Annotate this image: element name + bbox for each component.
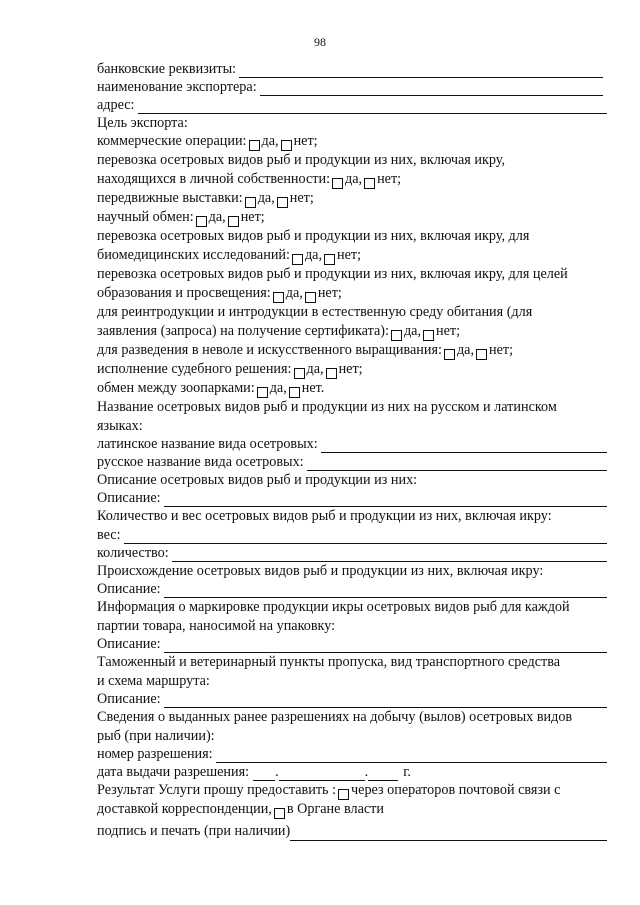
permit-year-field[interactable] [368,768,398,781]
marking-row-2 [97,617,607,635]
exporter-row [97,78,607,96]
reintro-row-1 [97,303,607,322]
russian-name-label: русское название вида осетровых: [97,454,304,470]
result-row-2 [97,800,607,819]
no-label: нет; [317,285,342,301]
result-row-1 [97,781,607,800]
exhibitions-yes-checkbox[interactable] [245,197,256,208]
yes-label: да, [456,342,475,358]
qty-header-label: Количество и вес осетровых видов рыб и продукции из них, включая икру: [97,508,552,524]
biomed-label-1: перевозка осетровых видов рыб и продукции из них, включая икру, для [97,228,530,244]
latin-name-row [97,435,607,453]
reintro-yes-checkbox[interactable] [391,330,402,341]
no-label: нет; [377,171,402,187]
no-label: нет. [301,380,325,396]
quantity-label: количество: [97,545,169,561]
permit-day-field[interactable] [253,768,275,781]
personal-yes-checkbox[interactable] [332,178,343,189]
no-label: нет; [489,342,514,358]
zoo-row [97,379,607,398]
russian-name-row [97,453,607,471]
address-field[interactable] [138,100,608,114]
result-post-checkbox[interactable] [338,789,349,800]
yes-label: да, [269,380,287,396]
origin-desc-label: Описание: [97,581,161,597]
no-label: нет; [436,323,461,339]
year-suffix: г. [403,764,411,780]
date-separator: . [275,764,279,780]
captive-yes-checkbox[interactable] [444,349,455,360]
desc-header-label: Описание осетровых видов рыб и продукции из них: [97,472,418,488]
yes-label: да, [285,285,303,301]
date-separator: . [364,764,369,780]
origin-desc-field[interactable] [164,584,607,598]
captive-no-checkbox[interactable] [476,349,487,360]
permits-label-1: Сведения о выданных ранее разрешениях на добычу (вылов) осетровых видов [97,709,573,725]
zoo-label: обмен между зоопарками: [97,380,255,396]
weight-label: вес: [97,527,121,543]
quantity-row [97,544,607,562]
marking-desc-row [97,635,607,653]
permit-number-label: номер разрешения: [97,746,213,762]
reintro-no-checkbox[interactable] [423,330,434,341]
edu-label-1: перевозка осетровых видов рыб и продукции из них, включая икру, для целей [97,266,568,282]
commercial-row [97,132,607,151]
permit-date-label: дата выдачи разрешения: [97,764,250,780]
page-number: 98 [314,35,326,49]
science-yes-checkbox[interactable] [196,216,207,227]
customs-desc-label: Описание: [97,691,161,707]
zoo-no-checkbox[interactable] [289,387,300,398]
result-office-label: в Органе власти [286,801,384,817]
exporter-label: наименование экспортера: [97,79,257,95]
yes-label: да, [261,133,279,149]
yes-label: да, [345,171,363,187]
permit-date-row [97,763,607,781]
marking-desc-field[interactable] [164,639,607,653]
biomed-yes-checkbox[interactable] [292,254,303,265]
qty-header-row [97,507,607,526]
permits-row-2 [97,727,607,745]
zoo-yes-checkbox[interactable] [257,387,268,398]
science-row [97,208,607,227]
reintro-label-2: заявления (запроса) на получение сертификата): [97,323,389,339]
yes-label: да, [208,209,226,225]
customs-label-2: и схема маршрута: [97,673,210,689]
court-label: исполнение судебного решения: [97,361,292,377]
no-label: нет; [289,190,314,206]
biomed-row-2 [97,246,607,265]
exhibitions-row [97,189,607,208]
signature-row [97,822,607,841]
customs-label-1: Таможенный и ветеринарный пункты пропуска, вид транспортного средства [97,654,560,670]
desc-header-row [97,471,607,489]
yes-label: да, [403,323,422,339]
personal-no-checkbox[interactable] [364,178,375,189]
exhibitions-no-checkbox[interactable] [277,197,288,208]
result-office-checkbox[interactable] [274,808,285,819]
result-label-1: Результат Услуги прошу предоставить : [97,782,337,798]
court-row [97,360,607,379]
biomed-row-1 [97,227,607,246]
commercial-yes-checkbox[interactable] [249,140,260,151]
origin-header-label: Происхождение осетровых видов рыб и продукции из них, включая икру: [97,563,544,579]
customs-row-2 [97,672,607,690]
commercial-no-checkbox[interactable] [281,140,292,151]
desc-row [97,489,607,507]
marking-label-1: Информация о маркировке продукции икры осетровых видов рыб для каждой [97,599,570,615]
signature-field[interactable] [290,827,607,841]
permit-number-field[interactable] [216,749,607,763]
personal-row-1 [97,151,607,170]
address-row [97,96,607,114]
result-label-2: доставкой корреспонденции, [97,801,272,817]
edu-label-2: образования и просвещения: [97,285,271,301]
purpose-row [97,114,607,132]
no-label: нет; [240,209,265,225]
personal-row-2 [97,170,607,189]
commercial-label: коммерческие операции: [97,133,247,149]
russian-name-field[interactable] [307,457,607,471]
court-no-checkbox[interactable] [326,368,337,379]
edu-no-checkbox[interactable] [305,292,316,303]
science-no-checkbox[interactable] [228,216,239,227]
customs-row-1 [97,653,607,672]
reintro-label-1: для реинтродукции и интродукции в естественную среду обитания (для [97,304,533,320]
marking-row-1 [97,598,607,617]
captive-row [97,341,607,360]
yes-label: да, [257,190,275,206]
personal-label-1: перевозка осетровых видов рыб и продукции из них, включая икру, [97,152,505,168]
origin-row [97,580,607,598]
personal-label-2: находящихся в личной собственности: [97,171,331,187]
form-body [97,60,607,841]
permit-number-row [97,745,607,763]
exhibitions-label: передвижные выставки: [97,190,243,206]
bank-details-row [97,60,607,78]
science-label: научный обмен: [97,209,194,225]
names-label-1: Название осетровых видов рыб и продукции из них на русском и латинском [97,399,557,415]
signature-label: подпись и печать (при наличии) [97,823,291,839]
marking-desc-label: Описание: [97,636,161,652]
no-label: нет; [293,133,318,149]
names-label-2: языках: [97,418,143,434]
purpose-label: Цель экспорта: [97,115,188,131]
names-row-2 [97,417,607,435]
result-post-label: через операторов почтовой связи с [351,782,561,798]
exporter-field[interactable] [260,82,603,96]
latin-name-field[interactable] [321,439,607,453]
permits-label-2: рыб (при наличии): [97,728,215,744]
customs-desc-field[interactable] [164,694,607,708]
no-label: нет; [337,247,362,263]
weight-field[interactable] [124,530,607,544]
reintro-row-2 [97,322,607,341]
origin-header-row [97,562,607,580]
weight-row [97,526,607,544]
latin-name-label: латинское название вида осетровых: [97,436,318,452]
bank-details-field[interactable] [239,64,603,78]
no-label: нет; [338,361,363,377]
customs-desc-row [97,690,607,708]
marking-label-2: партии товара, наносимой на упаковку: [97,618,336,634]
captive-label: для разведения в неволе и искусственного выращивания: [97,342,442,358]
names-row-1 [97,398,607,417]
address-label: адрес: [97,97,135,113]
yes-label: да, [304,247,323,263]
yes-label: да, [306,361,324,377]
court-yes-checkbox[interactable] [294,368,305,379]
quantity-field[interactable] [172,548,607,562]
permit-month-field[interactable] [279,768,365,781]
permits-row-1 [97,708,607,727]
edu-row-2 [97,284,607,303]
biomed-no-checkbox[interactable] [324,254,335,265]
biomed-label-2: биомедицинских исследований: [97,247,290,263]
bank-details-label: банковские реквизиты: [97,61,237,77]
edu-yes-checkbox[interactable] [273,292,284,303]
desc-label: Описание: [97,490,161,506]
edu-row-1 [97,265,607,284]
desc-field[interactable] [164,493,607,507]
